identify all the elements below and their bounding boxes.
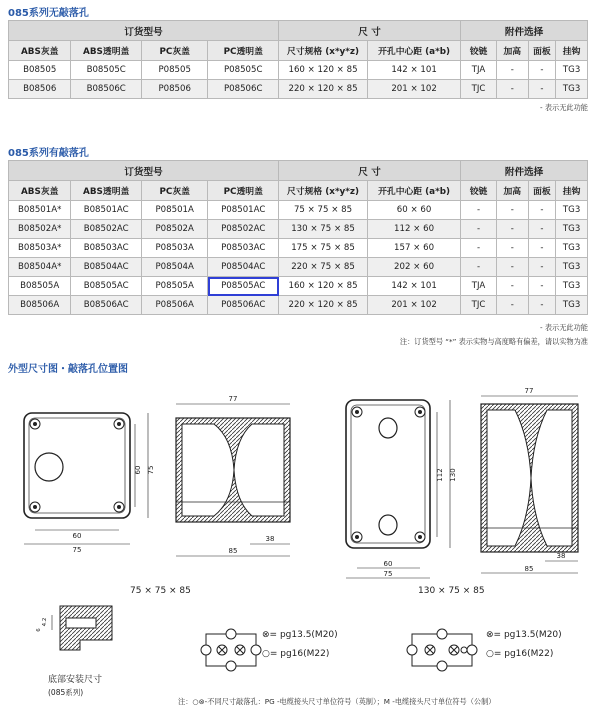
column-header: 面板 [528, 181, 556, 201]
table-cell: B08506AC [71, 296, 142, 315]
table-cell: P08505C [208, 61, 279, 80]
table-cell: P08502A [141, 220, 207, 239]
group-header: 尺 寸 [279, 21, 461, 41]
table-row [9, 239, 588, 258]
table-cell: B08506C [71, 80, 142, 99]
dim-112: 112 [436, 468, 444, 482]
column-header: 加高 [496, 41, 528, 61]
table-cell: B08501AC [71, 201, 142, 220]
table-cell: - [528, 258, 556, 277]
table-cell: - [496, 220, 528, 239]
table-cell: B08505 [9, 61, 71, 80]
table-cell: 220 × 75 × 85 [279, 258, 368, 277]
table-row [9, 296, 588, 315]
column-header: 挂钩 [556, 41, 588, 61]
column-header: 铰链 [461, 181, 497, 201]
table-cell: - [461, 239, 497, 258]
dim-130: 130 [449, 468, 457, 482]
table-row [9, 201, 588, 220]
group-header: 订货型号 [9, 21, 279, 41]
table-cell: P08503A [141, 239, 207, 258]
column-header: 挂钩 [556, 181, 588, 201]
mount-label: 底部安装尺寸 [48, 675, 103, 685]
table-cell: 130 × 75 × 85 [279, 220, 368, 239]
table-cell: TJA [461, 61, 497, 80]
table-cell: 175 × 75 × 85 [279, 239, 368, 258]
table-cell: B08502AC [71, 220, 142, 239]
table-cell: - [496, 201, 528, 220]
table-cell: P08501A [141, 201, 207, 220]
caption-75: 75 × 75 × 85 [130, 586, 191, 596]
table-cell: - [528, 296, 556, 315]
knockout-pattern-75 [201, 629, 261, 671]
table-cell: TG3 [556, 296, 588, 315]
dim-6: 6 [36, 628, 42, 632]
table-cell: B08506 [9, 80, 71, 99]
table-cell: 202 × 60 [368, 258, 461, 277]
table-row [9, 277, 588, 296]
knockout-pattern-130 [407, 629, 477, 671]
dim-75-b: 75 [383, 570, 393, 578]
table-row [9, 80, 588, 99]
table-cell: TG3 [556, 239, 588, 258]
dim-60-horizontal: 60 [72, 532, 82, 540]
table-cell: - [461, 220, 497, 239]
table-cell: TG3 [556, 61, 588, 80]
table-cell: P08504AC [208, 258, 279, 277]
group-header: 附件选择 [461, 161, 588, 181]
column-header: 尺寸规格 (x*y*z) [279, 181, 368, 201]
table-cell: B08503A* [9, 239, 71, 258]
table-cell: TJA [461, 277, 497, 296]
table-with-knockout [8, 160, 588, 315]
table-cell: - [528, 201, 556, 220]
table-cell: 160 × 120 × 85 [279, 61, 368, 80]
table-cell: 157 × 60 [368, 239, 461, 258]
table-cell: P08503AC [208, 239, 279, 258]
table-cell: P08506 [141, 80, 207, 99]
dim-85: 85 [228, 547, 238, 555]
table-cell: 160 × 120 × 85 [279, 277, 368, 296]
table1-note: - 表示无此功能 [539, 103, 588, 112]
dim-77-b: 77 [524, 387, 534, 395]
front-view-130 [346, 400, 457, 578]
legend-b-2: ○= pg16(M22) [486, 649, 554, 659]
legend-b-1: ○= pg16(M22) [262, 649, 330, 659]
column-header: PC透明盖 [208, 41, 279, 61]
section1-title: 085系列无敲落孔 [8, 8, 89, 19]
table-cell: 220 × 120 × 85 [279, 296, 368, 315]
table-row [9, 258, 588, 277]
crossed-circle-icon: ⊗ [486, 630, 494, 640]
table-cell: - [528, 80, 556, 99]
table-cell: B08504AC [71, 258, 142, 277]
table-cell: - [461, 258, 497, 277]
table-cell: B08502A* [9, 220, 71, 239]
dim-77: 77 [228, 395, 238, 403]
table-cell: - [528, 220, 556, 239]
table-cell: P08506AC [208, 296, 279, 315]
circle-icon: ○ [486, 649, 494, 659]
circle-icon: ○ [262, 649, 270, 659]
table-cell: B08505AC [71, 277, 142, 296]
dim-38-b: 38 [556, 552, 566, 560]
table-cell: - [496, 296, 528, 315]
column-header: 开孔中心距 (a*b) [368, 181, 461, 201]
table-cell: P08504A [141, 258, 207, 277]
mount-sublabel: (085系列) [48, 688, 84, 697]
table-cell: 142 × 101 [368, 277, 461, 296]
table-cell: TG3 [556, 277, 588, 296]
table-cell: 220 × 120 × 85 [279, 80, 368, 99]
table-cell: TG3 [556, 201, 588, 220]
table-no-knockout [8, 20, 588, 99]
column-header: 开孔中心距 (a*b) [368, 41, 461, 61]
column-header: 面板 [528, 41, 556, 61]
table-cell: 60 × 60 [368, 201, 461, 220]
table-cell: P08501AC [208, 201, 279, 220]
table-cell: P08506A [141, 296, 207, 315]
table-cell: P08502AC [208, 220, 279, 239]
column-header: ABS透明盖 [71, 41, 142, 61]
column-header: ABS灰盖 [9, 181, 71, 201]
table-cell: TG3 [556, 258, 588, 277]
table-cell: B08501A* [9, 201, 71, 220]
legend-a-1: ⊗= pg13.5(M20) [262, 630, 338, 640]
column-header: PC灰盖 [141, 181, 207, 201]
table-cell: B08505C [71, 61, 142, 80]
table-cell: - [496, 258, 528, 277]
table-cell: 75 × 75 × 85 [279, 201, 368, 220]
table-cell: P08505A [141, 277, 207, 296]
mount-detail [36, 606, 112, 650]
table-cell: - [496, 239, 528, 258]
table2-note1: - 表示无此功能 [539, 323, 588, 332]
table-cell: TG3 [556, 80, 588, 99]
table-cell: - [496, 61, 528, 80]
column-header: PC透明盖 [208, 181, 279, 201]
dim-38: 38 [265, 535, 275, 543]
table-cell: B08505A [9, 277, 71, 296]
dim-75-vertical: 75 [147, 465, 155, 475]
table-cell: B08504A* [9, 258, 71, 277]
column-header: 铰链 [461, 41, 497, 61]
column-header: 尺寸规格 (x*y*z) [279, 41, 368, 61]
dim-75-horizontal: 75 [72, 546, 82, 554]
table-row [9, 61, 588, 80]
group-header: 订货型号 [9, 161, 279, 181]
table-cell: 142 × 101 [368, 61, 461, 80]
dimension-drawings [0, 378, 595, 711]
dim-85-b: 85 [524, 565, 534, 573]
table-cell: - [461, 201, 497, 220]
table-cell: 201 × 102 [368, 296, 461, 315]
caption-130: 130 × 75 × 85 [418, 586, 485, 596]
table-cell: 112 × 60 [368, 220, 461, 239]
table-cell: - [528, 61, 556, 80]
drawing-title: 外型尺寸图・敲落孔位置图 [8, 364, 128, 375]
table-cell: 201 × 102 [368, 80, 461, 99]
side-view-130 [481, 387, 578, 573]
table-cell: TG3 [556, 220, 588, 239]
side-view-75 [176, 395, 290, 556]
table2-note2: 注：订货型号 “*” 表示实物与高度略有偏差，请以实物为准 [399, 337, 588, 346]
group-header: 尺 寸 [279, 161, 461, 181]
table-cell: P08506C [208, 80, 279, 99]
table-cell: - [496, 277, 528, 296]
section2-title: 085系列有敲落孔 [8, 148, 89, 159]
column-header: PC灰盖 [141, 41, 207, 61]
group-header: 附件选择 [461, 21, 588, 41]
crossed-circle-icon: ⊗ [262, 630, 270, 640]
dim-60-vertical: 60 [134, 465, 142, 475]
drawing-footnote: 注：○⊗-不同尺寸敲落孔：PG -电缆接头尺寸单位符号（英制）；M -电缆接头尺寸单位符号（公制） [178, 697, 496, 706]
table-cell: B08503AC [71, 239, 142, 258]
dim-60-b: 60 [383, 560, 393, 568]
dim-4-2: 4.2 [42, 617, 48, 627]
column-header: 加高 [496, 181, 528, 201]
table-cell: TJC [461, 80, 497, 99]
column-header: ABS透明盖 [71, 181, 142, 201]
table-cell: - [496, 80, 528, 99]
legend-a-2: ⊗= pg13.5(M20) [486, 630, 562, 640]
table-cell: - [528, 239, 556, 258]
table-cell: B08506A [9, 296, 71, 315]
table-cell: P08505 [141, 61, 207, 80]
front-view-75 [24, 413, 155, 554]
table-row [9, 220, 588, 239]
table-cell: TJC [461, 296, 497, 315]
column-header: ABS灰盖 [9, 41, 71, 61]
table-cell: - [528, 277, 556, 296]
table-cell: P08505AC [208, 277, 279, 296]
